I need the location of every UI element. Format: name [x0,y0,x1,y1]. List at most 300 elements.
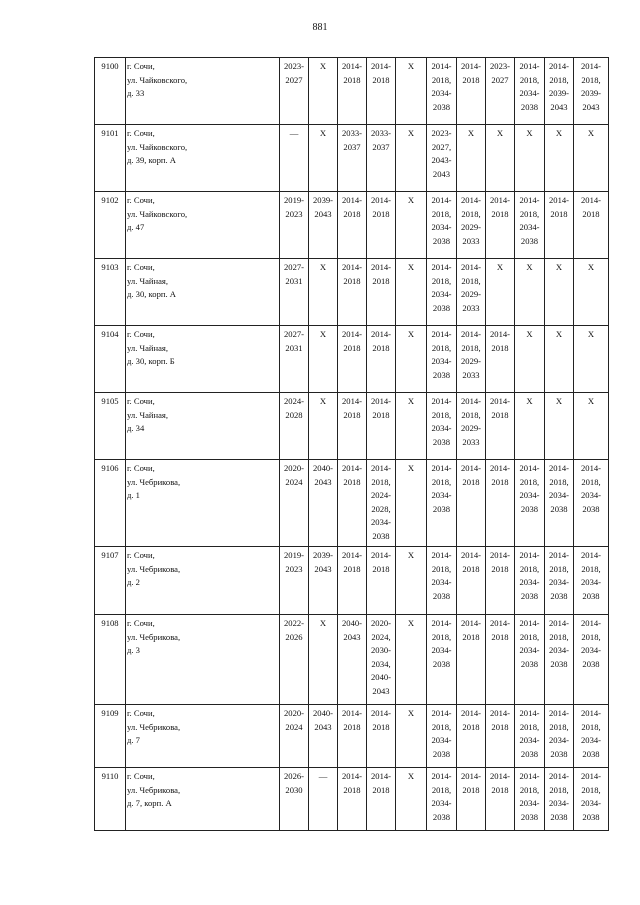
record-number: 9108 [95,615,126,705]
period-cell [574,58,609,125]
period-cell [396,192,427,259]
period-line: 2018 [372,342,390,353]
period-cell [309,768,338,831]
period-line: 2019- [283,550,305,560]
period-line: 2034- [519,490,540,500]
period-cell [486,768,515,831]
period-line: 2034- [431,577,452,587]
period-line: 2018 [343,342,361,353]
period-line: 2014- [580,618,602,628]
period-line: 2040- [312,708,334,718]
period-line: 2018, [461,409,481,420]
address-line: г. Сочи, [127,262,155,272]
period-cell [427,259,457,326]
period-line: 2043 [582,101,600,112]
period-cell [574,460,609,547]
period-line: 2034- [519,88,540,98]
period-line: 2018 [372,74,390,85]
period-line: 2014- [489,708,511,718]
period-line: 2018, [581,476,601,487]
period-line: 2018 [372,275,390,286]
period-cell [367,259,396,326]
period-line: 2014- [580,771,602,781]
period-line: 2034- [580,490,602,500]
period-line: 2014- [431,618,452,628]
period-line: 2043 [372,685,390,696]
period-line: 2034- [580,735,602,745]
period-line: 2018, [519,563,540,574]
period-line: 2040- [370,672,392,682]
period-cell [338,768,367,831]
period-cell [367,615,396,705]
period-cell [515,125,545,192]
period-cell [545,705,574,768]
period-line: 2018, [519,476,540,487]
period-line: 2031 [285,275,303,286]
period-cell [367,326,396,393]
period-line: 2019- [283,195,305,205]
period-line: 2014- [460,550,482,560]
period-cell [457,192,486,259]
period-line: X [555,329,563,339]
period-line: 2014- [519,463,540,473]
address-line: д. 7 [127,735,140,745]
address-line: ул. Чебрикова, [127,721,181,732]
period-line: 2018 [491,631,509,642]
period-line: 2014- [580,708,602,718]
period-cell [396,547,427,615]
period-cell [515,326,545,393]
period-line: 2014- [519,195,540,205]
period-cell [457,259,486,326]
period-line: 2034- [431,289,452,299]
table-row [95,192,609,259]
address-line: ул. Чебрикова, [127,476,181,487]
period-line: X [407,550,415,560]
period-line: 2043 [314,476,332,487]
period-line: 2034- [548,645,570,655]
period-line: X [496,128,504,138]
period-line: 2014- [370,262,392,272]
period-line: 2018, [581,721,601,732]
period-line: 2014- [519,550,540,560]
period-cell [545,58,574,125]
period-cell [486,259,515,326]
record-number: 9105 [95,393,126,460]
address-line: ул. Чебрикова, [127,784,181,795]
period-line: 2018, [519,631,540,642]
period-cell [545,259,574,326]
period-line: 2039- [312,550,334,560]
period-cell [545,192,574,259]
address-cell [126,259,280,326]
period-cell [280,125,309,192]
period-cell [309,326,338,393]
period-cell [396,58,427,125]
period-line: 2034- [431,645,452,655]
program-table [94,57,609,831]
period-cell [309,125,338,192]
period-line: 2018, [431,74,452,85]
address-line: г. Сочи, [127,329,155,339]
period-line: 2018, [519,74,540,85]
period-cell [515,615,545,705]
period-line: 2028 [285,409,303,420]
period-line: 2020- [283,463,305,473]
period-cell [545,326,574,393]
period-line: 2038 [550,503,568,514]
period-line: 2014- [460,195,482,205]
period-cell [396,615,427,705]
period-cell [427,768,457,831]
period-line: 2022- [283,618,305,628]
period-line: 2018, [431,342,452,353]
address-cell [126,192,280,259]
period-cell [396,768,427,831]
period-line: X [467,128,475,138]
address-line: г. Сочи, [127,618,155,628]
period-cell [515,768,545,831]
period-cell [280,326,309,393]
period-line: 2018, [549,563,569,574]
address-line: д. 34 [127,423,145,433]
period-line: 2043 [343,631,361,642]
period-line: 2034- [580,577,602,587]
period-line: 2038 [520,658,539,669]
period-line: 2043 [314,208,332,219]
period-line: 2014- [580,463,602,473]
record-number: 9106 [95,460,126,547]
period-line: 2014- [431,708,452,718]
period-line: 2018 [343,409,361,420]
period-line: 2020- [283,708,305,718]
period-line: 2014- [489,195,511,205]
period-line: — [318,771,328,781]
period-line: 2038 [520,590,539,601]
table-row [95,326,609,393]
period-line: X [526,262,533,272]
period-line: 2014- [489,396,511,406]
period-line: 2034- [519,577,540,587]
period-cell [338,326,367,393]
period-cell [427,326,457,393]
period-line: 2018, [549,476,569,487]
period-line: 2014- [460,618,482,628]
period-cell [338,125,367,192]
period-line: 2018, [371,476,391,487]
period-cell [486,192,515,259]
period-cell [515,393,545,460]
period-line: 2014- [548,61,570,71]
period-cell [367,460,396,547]
period-line: 2018 [491,476,509,487]
period-line: 2014- [580,195,602,205]
period-line: 2034- [548,798,570,808]
period-line: X [407,195,415,205]
period-cell [515,58,545,125]
period-line: X [407,618,415,628]
address-line: ул. Чайковского, [127,141,188,152]
record-number: 9103 [95,259,126,326]
period-line: 2023- [283,61,305,71]
address-line: д. 1 [127,490,140,500]
period-line: X [407,329,415,339]
period-line: 2014- [548,550,570,560]
address-cell [126,125,280,192]
period-cell [515,547,545,615]
period-line: 2034- [548,577,570,587]
period-cell [280,393,309,460]
period-cell [574,768,609,831]
address-line: г. Сочи, [127,463,155,473]
period-line: 2014- [489,550,511,560]
period-line: 2018, [431,784,452,795]
period-line: 2014- [548,463,570,473]
period-cell [515,192,545,259]
period-line: 2029- [460,289,482,299]
address-cell [126,705,280,768]
period-line: 2023 [285,563,303,574]
period-cell [367,393,396,460]
period-line: 2038 [582,811,600,822]
table-row [95,615,609,705]
period-line: 2018 [491,784,509,795]
address-cell [126,326,280,393]
address-cell [126,393,280,460]
period-cell [427,125,457,192]
period-line: 2043 [314,563,332,574]
period-line: 2014- [460,329,482,339]
period-cell [486,393,515,460]
period-line: 2014- [341,396,363,406]
period-line: 2018 [462,784,480,795]
period-cell [574,326,609,393]
period-line: 2038 [550,590,568,601]
period-line: 2038 [432,748,451,759]
address-line: г. Сочи, [127,396,155,406]
page-number: 881 [312,22,328,33]
period-cell [309,460,338,547]
period-line: 2018, [461,208,481,219]
period-cell [574,705,609,768]
period-cell [338,58,367,125]
period-cell [545,460,574,547]
period-line: 2018, [581,74,601,85]
period-cell [457,705,486,768]
period-line: 2014- [548,771,570,781]
period-cell [457,58,486,125]
period-line: 2018, [461,275,481,286]
period-cell [486,705,515,768]
record-number: 9110 [95,768,126,831]
period-line: 2018, [581,784,601,795]
period-line: 2018, [431,563,452,574]
period-line: 2018 [372,784,390,795]
address-line: ул. Чайная, [127,275,169,286]
period-line: 2038 [550,748,568,759]
period-line: 2034- [431,798,452,808]
period-cell [515,460,545,547]
period-cell [574,615,609,705]
address-line: г. Сочи, [127,708,155,718]
period-line: X [526,329,533,339]
period-line: 2027- [283,329,305,339]
period-line: 2018, [431,631,452,642]
period-cell [545,125,574,192]
period-cell [396,460,427,547]
period-cell [396,259,427,326]
address-cell [126,547,280,615]
address-cell [126,58,280,125]
period-cell [309,705,338,768]
record-number: 9107 [95,547,126,615]
period-line: 2027 [285,74,303,85]
period-line: 2014- [460,463,482,473]
address-cell [126,615,280,705]
period-cell [545,547,574,615]
period-line: 2034- [431,735,452,745]
period-line: 2018, [431,208,452,219]
period-line: 2034, [371,658,391,669]
period-line: 2043 [314,721,332,732]
period-line: 2027, [431,141,452,152]
address-cell [126,460,280,547]
address-line: д. 3 [127,645,140,655]
period-cell [427,460,457,547]
period-line: 2014- [431,463,452,473]
period-line: 2014- [370,329,392,339]
period-line: X [407,128,415,138]
period-cell [574,547,609,615]
period-cell [367,768,396,831]
period-line: 2014- [519,771,540,781]
period-line: 2034- [431,88,452,98]
period-line: 2033 [462,436,480,447]
period-cell [338,393,367,460]
period-cell [545,768,574,831]
period-line: 2043 [550,101,568,112]
period-line: 2014- [489,329,511,339]
period-line: 2038 [432,302,451,313]
period-line: X [407,61,415,71]
period-line: 2039- [548,88,570,98]
period-cell [338,615,367,705]
address-line: г. Сочи, [127,61,155,71]
period-line: 2014- [519,708,540,718]
period-line: 2026- [283,771,305,781]
period-cell [486,326,515,393]
period-line: 2028, [371,503,391,514]
period-line: X [587,329,595,339]
period-cell [367,705,396,768]
period-line: 2018, [519,208,540,219]
period-line: 2024 [285,721,303,732]
period-line: X [526,128,533,138]
period-line: 2033 [462,369,480,380]
period-cell [574,259,609,326]
table-row [95,58,609,125]
period-cell [309,192,338,259]
period-cell [280,460,309,547]
period-line: 2018, [581,563,601,574]
period-line: 2014- [341,708,363,718]
period-cell [545,615,574,705]
period-line: 2018, [431,721,452,732]
period-line: 2038 [432,811,451,822]
period-cell [515,259,545,326]
record-number: 9104 [95,326,126,393]
period-line: 2014- [548,708,570,718]
period-line: 2018 [491,409,509,420]
period-cell [486,58,515,125]
period-line: X [407,463,415,473]
period-cell [515,705,545,768]
period-line: 2018, [519,784,540,795]
address-line: ул. Чайковского, [127,208,188,219]
period-line: 2018, [519,721,540,732]
period-line: 2014- [370,61,392,71]
period-line: — [289,128,299,138]
period-line: X [319,618,327,628]
period-cell [309,58,338,125]
table-row [95,705,609,768]
period-cell [338,460,367,547]
period-line: 2029- [460,222,482,232]
period-line: 2018 [343,476,361,487]
period-line: 2034- [370,517,392,527]
period-line: 2030- [370,645,392,655]
period-line: 2038 [432,658,451,669]
table-row [95,125,609,192]
period-line: 2014- [431,195,452,205]
record-number: 9100 [95,58,126,125]
period-line: 2018 [462,721,480,732]
period-line: 2014- [519,618,540,628]
period-line: 2033- [370,128,392,138]
period-line: 2018, [431,275,452,286]
period-cell [280,259,309,326]
address-line: ул. Чайковского, [127,74,188,85]
period-cell [338,705,367,768]
period-cell [280,615,309,705]
period-line: 2014- [431,771,452,781]
address-line: ул. Чайная, [127,342,169,353]
period-cell [367,58,396,125]
period-line: 2024- [283,396,305,406]
period-cell [396,705,427,768]
period-line: 2018 [491,721,509,732]
period-cell [280,192,309,259]
period-line: 2034- [431,222,452,232]
period-cell [367,192,396,259]
period-line: X [496,262,504,272]
period-line: 2014- [341,195,363,205]
period-line: 2014- [460,771,482,781]
period-line: 2018 [372,208,390,219]
period-line: 2018 [343,721,361,732]
period-line: 2014- [431,396,452,406]
period-line: 2018, [461,342,481,353]
period-line: 2029- [460,423,482,433]
period-cell [545,393,574,460]
record-number: 9101 [95,125,126,192]
period-line: 2018 [462,476,480,487]
period-cell [427,547,457,615]
period-line: X [319,396,327,406]
period-line: 2018 [343,563,361,574]
period-cell [457,393,486,460]
period-line: 2014- [341,550,363,560]
